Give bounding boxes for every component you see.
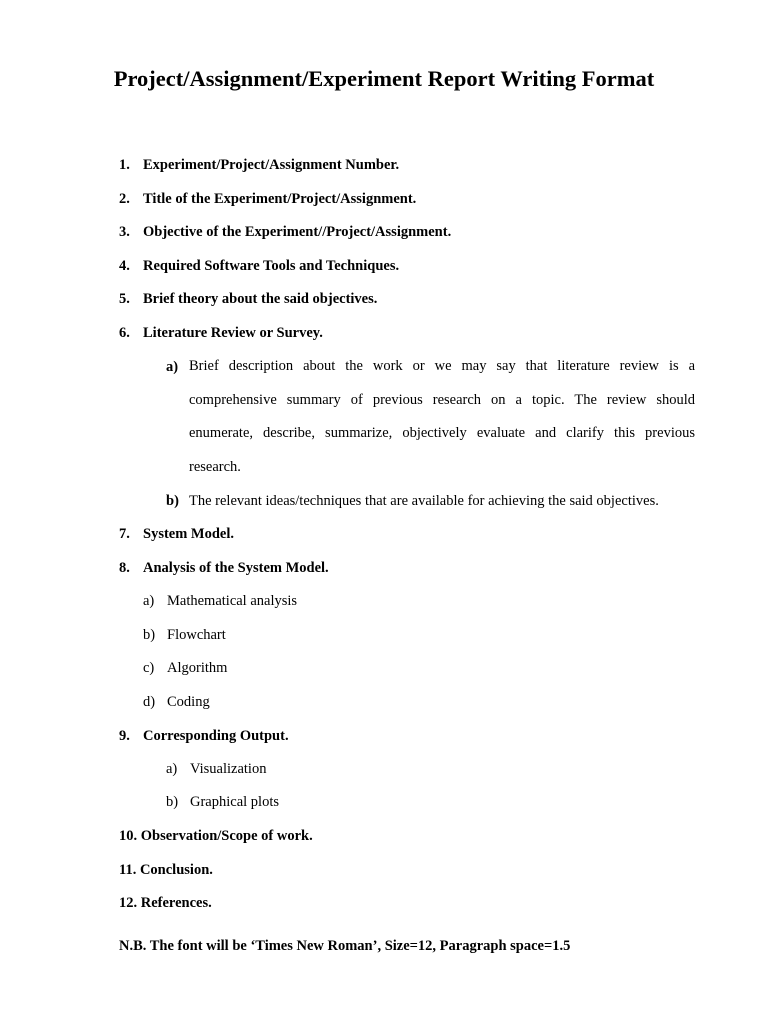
- sub-text: Mathematical analysis: [167, 593, 298, 609]
- sub-label: a): [143, 593, 155, 609]
- sub-label: b): [166, 794, 179, 810]
- sub-text: Visualization: [190, 761, 267, 777]
- sub-item-8c: [143, 659, 227, 677]
- sub-label: c): [143, 660, 155, 676]
- sub-item-9b: [166, 793, 279, 811]
- item-number: 3.: [119, 224, 130, 240]
- item-number: 2.: [119, 191, 130, 207]
- literature-review-paragraph: Brief description about the work or we may say that literature review is a comprehensive summary of previous research on a topic. The review should enumerate, describe, summarize, objectively evaluate and clarify this previous research.: [189, 358, 695, 475]
- item-number: 6.: [119, 325, 130, 341]
- item-text: References.: [140, 895, 212, 911]
- list-item-8: [119, 559, 329, 577]
- item-text: Title of the Experiment/Project/Assignment.: [143, 191, 417, 207]
- list-item-5: [119, 290, 377, 308]
- sub-text: Flowchart: [167, 627, 226, 643]
- item-number: 9.: [119, 728, 130, 744]
- sub-item-8b: [143, 626, 226, 644]
- sub-item-8d: [143, 693, 210, 711]
- item-number: 12.: [119, 895, 138, 911]
- sub-text: The relevant ideas/techniques that are available for achieving the said objectives.: [189, 493, 659, 509]
- sub-label: b): [166, 493, 179, 509]
- item-number: 10.: [119, 828, 138, 844]
- list-item-12: [119, 894, 212, 912]
- list-item-6: [119, 324, 323, 342]
- page-title: Project/Assignment/Experiment Report Writing Format: [113, 66, 655, 91]
- list-item-3: [119, 223, 451, 241]
- formatting-note: N.B. The font will be ‘Times New Roman’, Size=12, Paragraph space=1.5: [119, 938, 571, 954]
- sub-item-6b: [166, 492, 659, 510]
- item-number: 8.: [119, 560, 130, 576]
- sub-text: Graphical plots: [190, 794, 279, 810]
- item-text: System Model.: [143, 526, 235, 542]
- item-text: Experiment/Project/Assignment Number.: [143, 157, 400, 173]
- item-number: 1.: [119, 157, 130, 173]
- item-number: 5.: [119, 291, 130, 307]
- sub-item-8a: [143, 592, 297, 610]
- item-text: Required Software Tools and Techniques.: [143, 258, 400, 274]
- list-item-1: [119, 156, 399, 174]
- sub-label: a): [166, 761, 178, 777]
- item-number: 11.: [119, 862, 137, 878]
- item-text: Brief theory about the said objectives.: [143, 291, 378, 307]
- list-item-10: [119, 827, 313, 845]
- sub-item-9a: [166, 760, 266, 778]
- item-text: Corresponding Output.: [143, 728, 289, 744]
- sub-label: d): [143, 694, 156, 710]
- sub-label: a): [166, 359, 179, 375]
- item-number: 7.: [119, 526, 130, 542]
- sub-item-6a-label: [166, 358, 189, 376]
- list-item-4: [119, 257, 399, 275]
- item-text: Analysis of the System Model.: [143, 560, 329, 576]
- item-text: Observation/Scope of work.: [140, 828, 313, 844]
- list-item-9: [119, 727, 289, 745]
- item-number: 4.: [119, 258, 130, 274]
- list-item-7: [119, 525, 234, 543]
- sub-text: Algorithm: [167, 660, 228, 676]
- item-text: Conclusion.: [139, 862, 213, 878]
- sub-text: Coding: [167, 694, 210, 710]
- sub-label: b): [143, 627, 156, 643]
- item-text: Literature Review or Survey.: [143, 325, 323, 341]
- list-item-11: [119, 861, 213, 879]
- item-text: Objective of the Experiment//Project/Assignment.: [143, 224, 452, 240]
- list-item-2: [119, 190, 416, 208]
